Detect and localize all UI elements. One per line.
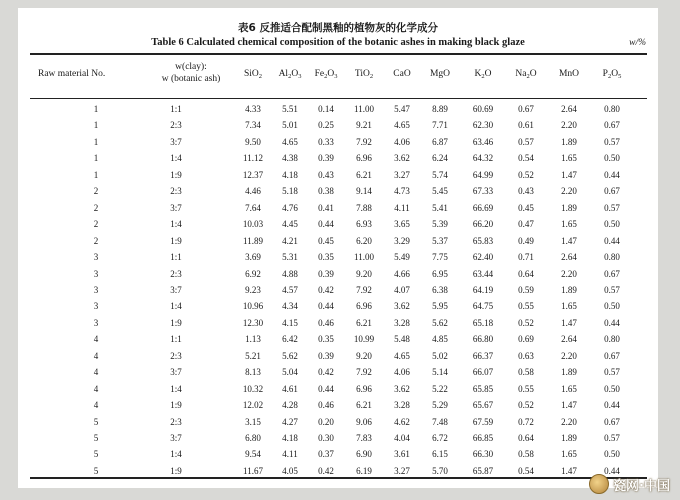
- cell-mgo: 6.72: [432, 433, 448, 443]
- cell-raw-material-no: 2: [93, 202, 99, 213]
- cell-cao: 3.27: [394, 465, 410, 476]
- cell-al2o3: 5.04: [282, 367, 298, 378]
- cell-na2o: 0.61: [518, 120, 534, 131]
- cell-ratio: 2:3: [170, 268, 182, 279]
- cell-fe2o3: 0.33: [318, 136, 334, 147]
- cell-cao: 4.06: [394, 367, 410, 378]
- cell-mno: 1.65: [561, 301, 577, 312]
- cell-k2o: 64.99: [472, 169, 494, 180]
- cell-mgo: 6.38: [432, 284, 448, 295]
- cell-ratio: 1:1: [170, 252, 182, 263]
- cell-mno: 2.20: [561, 268, 577, 279]
- cell-sio2: 5.21: [245, 350, 261, 361]
- cell-cao: 4.65: [394, 120, 410, 131]
- cell-ratio: 1:9: [170, 169, 182, 180]
- cell-p2o5: 0.67: [604, 186, 620, 197]
- cell-fe2o3: 0.45: [318, 235, 334, 246]
- cell-mgo: 5.74: [432, 169, 448, 180]
- header-cao: CaO: [393, 69, 411, 79]
- cell-tio2: 6.96: [356, 301, 372, 312]
- cell-raw-material-no: 4: [93, 350, 99, 361]
- cell-p2o5: 0.57: [604, 202, 620, 213]
- table-sheet: [18, 8, 658, 488]
- cell-fe2o3: 0.43: [318, 169, 334, 180]
- header-mno: MnO: [558, 69, 580, 79]
- cell-k2o: 62.30: [472, 120, 494, 131]
- cell-mgo: 4.85: [432, 334, 448, 345]
- cell-sio2: 10.32: [242, 383, 264, 394]
- cell-na2o: 0.55: [518, 301, 534, 312]
- cell-k2o: 65.18: [472, 317, 494, 328]
- cell-ratio: 1:9: [170, 235, 182, 246]
- cell-mgo: 5.41: [432, 202, 448, 213]
- cell-ratio: 3:7: [170, 284, 182, 295]
- cell-sio2: 3.69: [245, 252, 261, 263]
- cell-tio2: 9.14: [356, 186, 372, 197]
- cell-tio2: 6.21: [356, 169, 372, 180]
- cell-mno: 1.65: [561, 449, 577, 460]
- cell-mgo: 6.24: [432, 153, 448, 164]
- cell-na2o: 0.45: [518, 202, 534, 213]
- cell-mgo: 5.14: [432, 367, 448, 378]
- watermark-text: 瓷网·中国: [613, 478, 670, 494]
- cell-mno: 2.20: [561, 186, 577, 197]
- header-na2o: $Na_2O$: [515, 69, 537, 80]
- cell-k2o: 65.85: [472, 383, 494, 394]
- cell-raw-material-no: 1: [93, 104, 99, 114]
- cell-tio2: 6.96: [356, 383, 372, 394]
- cell-raw-material-no: 5: [93, 465, 99, 476]
- cell-k2o: 66.80: [472, 334, 494, 345]
- cell-mgo: 5.22: [432, 383, 448, 394]
- cell-k2o: 65.87: [472, 465, 494, 476]
- cell-k2o: 64.19: [472, 284, 494, 295]
- cell-sio2: 7.64: [245, 202, 261, 213]
- cell-na2o: 0.55: [518, 383, 534, 394]
- cell-p2o5: 0.50: [604, 449, 620, 460]
- cell-al2o3: 4.28: [282, 400, 298, 411]
- cell-ratio: 1:1: [170, 334, 182, 345]
- cell-na2o: 0.52: [518, 317, 534, 328]
- cell-tio2: 9.20: [356, 268, 372, 279]
- cell-raw-material-no: 3: [93, 301, 99, 312]
- cell-cao: 3.28: [394, 317, 410, 328]
- cell-na2o: 0.54: [518, 153, 534, 164]
- cell-sio2: 3.15: [245, 416, 261, 427]
- cell-mgo: 5.39: [432, 219, 448, 230]
- cell-sio2: 6.92: [245, 268, 261, 279]
- cell-al2o3: 5.31: [282, 252, 298, 263]
- cell-k2o: 66.85: [472, 433, 494, 443]
- cell-p2o5: 0.80: [604, 334, 620, 345]
- cell-mgo: 7.71: [432, 120, 448, 131]
- cell-p2o5: 0.50: [604, 219, 620, 230]
- cell-mgo: 7.48: [432, 416, 448, 427]
- cell-mgo: 7.75: [432, 252, 448, 263]
- cell-tio2: 7.88: [356, 202, 372, 213]
- cell-ratio: 1:4: [170, 301, 182, 312]
- cell-cao: 4.07: [394, 284, 410, 295]
- cell-mno: 1.89: [561, 367, 577, 378]
- cell-tio2: 11.00: [354, 104, 374, 114]
- logo-icon: [589, 474, 609, 494]
- cell-mno: 1.89: [561, 136, 577, 147]
- cell-tio2: 7.92: [356, 136, 372, 147]
- cell-sio2: 9.23: [245, 284, 261, 295]
- cell-cao: 3.61: [394, 449, 410, 460]
- cell-sio2: 10.03: [242, 219, 264, 230]
- cell-na2o: 0.69: [518, 334, 534, 345]
- cell-k2o: 67.59: [472, 416, 494, 427]
- cell-raw-material-no: 5: [93, 433, 99, 443]
- cell-al2o3: 4.27: [282, 416, 298, 427]
- cell-ratio: 2:3: [170, 350, 182, 361]
- cell-raw-material-no: 3: [93, 284, 99, 295]
- cell-p2o5: 0.50: [604, 301, 620, 312]
- cell-k2o: 66.37: [472, 350, 494, 361]
- cell-cao: 4.65: [394, 350, 410, 361]
- cell-ratio: 1:9: [170, 317, 182, 328]
- cell-p2o5: 0.50: [604, 153, 620, 164]
- cell-sio2: 6.80: [245, 433, 261, 443]
- cell-raw-material-no: 4: [93, 400, 99, 411]
- cell-p2o5: 0.57: [604, 367, 620, 378]
- cell-na2o: 0.52: [518, 400, 534, 411]
- header-sio2: SiO$_2$: [243, 69, 263, 80]
- cell-k2o: 66.20: [472, 219, 494, 230]
- cell-na2o: 0.58: [518, 367, 534, 378]
- cell-al2o3: 4.05: [282, 465, 298, 476]
- header-fe2o3: $Fe_2O_3$: [314, 69, 338, 80]
- cell-fe2o3: 0.30: [318, 433, 334, 443]
- cell-al2o3: 4.34: [282, 301, 298, 312]
- cell-k2o: 65.83: [472, 235, 494, 246]
- cell-fe2o3: 0.20: [318, 416, 334, 427]
- cell-ratio: 1:4: [170, 219, 182, 230]
- cell-na2o: 0.43: [518, 186, 534, 197]
- header-k2o: $K_2O$: [474, 69, 492, 80]
- cell-ratio: 1:9: [170, 465, 182, 476]
- cell-raw-material-no: 1: [93, 153, 99, 164]
- cell-k2o: 64.32: [472, 153, 494, 164]
- cell-al2o3: 5.51: [282, 104, 298, 114]
- cell-cao: 5.47: [394, 104, 410, 114]
- cell-sio2: 11.12: [243, 153, 263, 164]
- cell-al2o3: 4.18: [282, 169, 298, 180]
- cell-k2o: 60.69: [472, 104, 494, 114]
- cell-al2o3: 4.45: [282, 219, 298, 230]
- cell-ratio: 3:7: [170, 433, 182, 443]
- cell-mgo: 5.02: [432, 350, 448, 361]
- cell-al2o3: 4.88: [282, 268, 298, 279]
- cell-mno: 1.89: [561, 284, 577, 295]
- cell-na2o: 0.64: [518, 268, 534, 279]
- cell-mgo: 5.70: [432, 465, 448, 476]
- table-title-chinese: 表6 反推适合配制黑釉的植物灰的化学成分: [238, 22, 438, 34]
- cell-na2o: 0.72: [518, 416, 534, 427]
- cell-raw-material-no: 1: [93, 169, 99, 180]
- cell-al2o3: 4.76: [282, 202, 298, 213]
- cell-sio2: 1.13: [245, 334, 261, 345]
- cell-al2o3: 4.21: [282, 235, 298, 246]
- cell-raw-material-no: 1: [93, 136, 99, 147]
- cell-raw-material-no: 3: [93, 317, 99, 328]
- cell-sio2: 7.34: [245, 120, 261, 131]
- cell-fe2o3: 0.44: [318, 383, 334, 394]
- cell-cao: 4.62: [394, 416, 410, 427]
- cell-al2o3: 4.18: [282, 433, 298, 443]
- cell-tio2: 6.93: [356, 219, 372, 230]
- cell-p2o5: 0.80: [604, 104, 620, 114]
- cell-fe2o3: 0.39: [318, 153, 334, 164]
- cell-p2o5: 0.67: [604, 416, 620, 427]
- cell-na2o: 0.67: [518, 104, 534, 114]
- cell-mno: 1.47: [561, 465, 577, 476]
- cell-fe2o3: 0.46: [318, 400, 334, 411]
- cell-fe2o3: 0.39: [318, 350, 334, 361]
- site-watermark: [589, 474, 670, 494]
- cell-mno: 2.64: [561, 104, 577, 114]
- cell-na2o: 0.71: [518, 252, 534, 263]
- cell-al2o3: 4.61: [282, 383, 298, 394]
- cell-sio2: 10.96: [242, 301, 264, 312]
- cell-cao: 4.66: [394, 268, 410, 279]
- cell-na2o: 0.47: [518, 219, 534, 230]
- cell-mno: 2.20: [561, 120, 577, 131]
- cell-al2o3: 4.15: [282, 317, 298, 328]
- cell-k2o: 62.40: [472, 252, 494, 263]
- cell-tio2: 7.92: [356, 367, 372, 378]
- cell-sio2: 11.89: [243, 235, 263, 246]
- cell-tio2: 9.21: [356, 120, 372, 131]
- cell-k2o: 63.46: [472, 136, 494, 147]
- cell-p2o5: 0.44: [604, 465, 620, 476]
- cell-mno: 1.65: [561, 383, 577, 394]
- cell-tio2: 9.06: [356, 416, 372, 427]
- cell-fe2o3: 0.14: [318, 104, 334, 114]
- cell-mgo: 5.95: [432, 301, 448, 312]
- cell-al2o3: 4.38: [282, 153, 298, 164]
- cell-fe2o3: 0.44: [318, 301, 334, 312]
- cell-sio2: 4.33: [245, 104, 261, 114]
- cell-k2o: 65.67: [472, 400, 494, 411]
- cell-raw-material-no: 4: [93, 367, 99, 378]
- cell-mgo: 8.89: [432, 104, 448, 114]
- header-al2o3: $Al_2O_3$: [278, 69, 302, 80]
- header-tio2: TiO$_2$: [354, 69, 374, 80]
- cell-k2o: 66.07: [472, 367, 494, 378]
- cell-na2o: 0.58: [518, 449, 534, 460]
- cell-mno: 2.20: [561, 416, 577, 427]
- cell-ratio: 1:4: [170, 153, 182, 164]
- cell-p2o5: 0.44: [604, 317, 620, 328]
- cell-sio2: 9.50: [245, 136, 261, 147]
- cell-tio2: 7.83: [356, 433, 372, 443]
- cell-tio2: 9.20: [356, 350, 372, 361]
- cell-al2o3: 5.62: [282, 350, 298, 361]
- cell-tio2: 6.21: [356, 400, 372, 411]
- cell-cao: 4.06: [394, 136, 410, 147]
- cell-sio2: 4.46: [245, 186, 261, 197]
- cell-raw-material-no: 3: [93, 268, 99, 279]
- cell-sio2: 11.67: [243, 465, 263, 476]
- cell-na2o: 0.64: [518, 433, 534, 443]
- cell-raw-material-no: 4: [93, 383, 99, 394]
- cell-mgo: 5.29: [432, 400, 448, 411]
- cell-mno: 1.47: [561, 235, 577, 246]
- cell-fe2o3: 0.41: [318, 202, 334, 213]
- table-row: [30, 461, 647, 483]
- cell-mno: 1.47: [561, 169, 577, 180]
- table-header: [30, 55, 647, 97]
- cell-na2o: 0.59: [518, 284, 534, 295]
- cell-raw-material-no: 3: [93, 252, 99, 263]
- cell-fe2o3: 0.37: [318, 449, 334, 460]
- cell-p2o5: 0.67: [604, 350, 620, 361]
- cell-raw-material-no: 2: [93, 186, 99, 197]
- cell-ratio: 1:4: [170, 449, 182, 460]
- cell-tio2: 6.21: [356, 317, 372, 328]
- cell-mno: 1.47: [561, 317, 577, 328]
- cell-fe2o3: 0.25: [318, 120, 334, 131]
- cell-mgo: 6.15: [432, 449, 448, 460]
- cell-sio2: 12.30: [242, 317, 264, 328]
- cell-mgo: 6.95: [432, 268, 448, 279]
- cell-p2o5: 0.50: [604, 383, 620, 394]
- cell-p2o5: 0.44: [604, 235, 620, 246]
- cell-k2o: 64.75: [472, 301, 494, 312]
- header-raw-material: Raw material No.: [38, 69, 106, 79]
- cell-sio2: 9.54: [245, 449, 261, 460]
- cell-tio2: 6.96: [356, 153, 372, 164]
- table-title-english: Table 6 Calculated chemical composition of the botanic ashes in making black glaze: [151, 37, 525, 48]
- cell-p2o5: 0.67: [604, 268, 620, 279]
- cell-fe2o3: 0.42: [318, 284, 334, 295]
- cell-mno: 1.47: [561, 400, 577, 411]
- cell-tio2: 10.99: [353, 334, 375, 345]
- cell-fe2o3: 0.39: [318, 268, 334, 279]
- cell-raw-material-no: 2: [93, 219, 99, 230]
- cell-cao: 3.29: [394, 235, 410, 246]
- cell-mno: 2.64: [561, 334, 577, 345]
- cell-cao: 3.62: [394, 301, 410, 312]
- cell-p2o5: 0.44: [604, 400, 620, 411]
- cell-mno: 2.20: [561, 350, 577, 361]
- cell-k2o: 66.69: [472, 202, 494, 213]
- cell-p2o5: 0.44: [604, 169, 620, 180]
- header-mgo: MgO: [429, 69, 451, 79]
- cell-p2o5: 0.67: [604, 120, 620, 131]
- cell-ratio: 1:1: [170, 104, 182, 114]
- cell-mno: 1.89: [561, 433, 577, 443]
- cell-k2o: 66.30: [472, 449, 494, 460]
- cell-mno: 1.65: [561, 219, 577, 230]
- cell-tio2: 11.00: [354, 252, 374, 263]
- cell-ratio: 1:9: [170, 400, 182, 411]
- cell-tio2: 6.20: [356, 235, 372, 246]
- cell-ratio: 2:3: [170, 120, 182, 131]
- cell-mno: 1.65: [561, 153, 577, 164]
- cell-al2o3: 6.42: [282, 334, 298, 345]
- cell-al2o3: 5.18: [282, 186, 298, 197]
- cell-mgo: 5.37: [432, 235, 448, 246]
- cell-ratio: 2:3: [170, 416, 182, 427]
- cell-ratio: 1:4: [170, 383, 182, 394]
- cell-na2o: 0.63: [518, 350, 534, 361]
- cell-fe2o3: 0.35: [318, 252, 334, 263]
- cell-na2o: 0.57: [518, 136, 534, 147]
- header-ratio: w(clay): w (botanic ash): [161, 62, 221, 84]
- cell-al2o3: 4.65: [282, 136, 298, 147]
- cell-raw-material-no: 1: [93, 120, 99, 131]
- cell-ratio: 3:7: [170, 367, 182, 378]
- cell-k2o: 67.33: [472, 186, 494, 197]
- cell-tio2: 7.92: [356, 284, 372, 295]
- cell-sio2: 12.02: [242, 400, 264, 411]
- cell-p2o5: 0.57: [604, 433, 620, 443]
- cell-na2o: 0.52: [518, 169, 534, 180]
- header-p2o5: $P_2O_5$: [602, 69, 622, 80]
- cell-k2o: 63.44: [472, 268, 494, 279]
- cell-mgo: 5.45: [432, 186, 448, 197]
- cell-cao: 4.04: [394, 433, 410, 443]
- cell-al2o3: 4.57: [282, 284, 298, 295]
- cell-ratio: 3:7: [170, 202, 182, 213]
- cell-fe2o3: 0.42: [318, 465, 334, 476]
- cell-mno: 1.89: [561, 202, 577, 213]
- cell-tio2: 6.90: [356, 449, 372, 460]
- cell-cao: 3.62: [394, 383, 410, 394]
- cell-raw-material-no: 5: [93, 449, 99, 460]
- cell-raw-material-no: 5: [93, 416, 99, 427]
- unit-label: w/%: [629, 38, 646, 48]
- cell-raw-material-no: 2: [93, 235, 99, 246]
- cell-mno: 2.64: [561, 252, 577, 263]
- cell-tio2: 6.19: [356, 465, 372, 476]
- cell-fe2o3: 0.35: [318, 334, 334, 345]
- cell-fe2o3: 0.38: [318, 186, 334, 197]
- cell-p2o5: 0.80: [604, 252, 620, 263]
- cell-fe2o3: 0.46: [318, 317, 334, 328]
- cell-ratio: 2:3: [170, 186, 182, 197]
- cell-ratio: 3:7: [170, 136, 182, 147]
- cell-mgo: 5.62: [432, 317, 448, 328]
- cell-cao: 3.65: [394, 219, 410, 230]
- cell-raw-material-no: 4: [93, 334, 99, 345]
- cell-cao: 5.48: [394, 334, 410, 345]
- cell-cao: 4.73: [394, 186, 410, 197]
- cell-cao: 3.28: [394, 400, 410, 411]
- cell-na2o: 0.49: [518, 235, 534, 246]
- cell-cao: 4.11: [394, 202, 410, 213]
- cell-cao: 5.49: [394, 252, 410, 263]
- cell-mgo: 6.87: [432, 136, 448, 147]
- cell-na2o: 0.54: [518, 465, 534, 476]
- cell-fe2o3: 0.42: [318, 367, 334, 378]
- cell-fe2o3: 0.44: [318, 219, 334, 230]
- cell-p2o5: 0.57: [604, 284, 620, 295]
- cell-cao: 3.62: [394, 153, 410, 164]
- cell-al2o3: 4.11: [282, 449, 298, 460]
- cell-cao: 3.27: [394, 169, 410, 180]
- cell-p2o5: 0.57: [604, 136, 620, 147]
- cell-sio2: 12.37: [242, 169, 264, 180]
- cell-al2o3: 5.01: [282, 120, 298, 131]
- cell-sio2: 8.13: [245, 367, 261, 378]
